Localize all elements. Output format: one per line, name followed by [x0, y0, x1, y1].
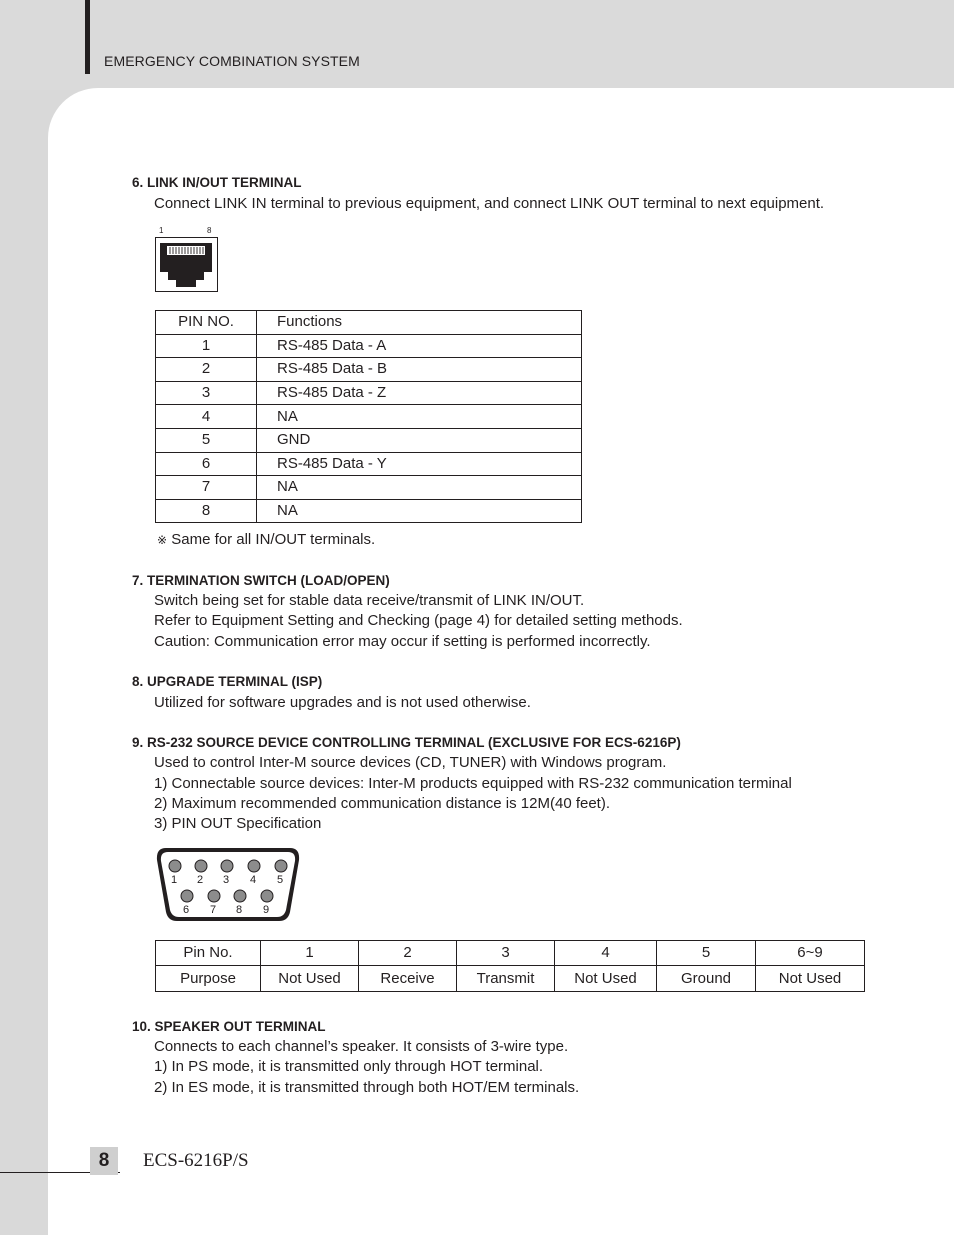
table-cell: 6~9: [797, 944, 823, 961]
table-row: [156, 941, 865, 966]
table-cell: 8: [156, 499, 257, 523]
section-9-line: 3) PIN OUT Specification: [154, 815, 322, 832]
table-cell: Not Used: [261, 966, 359, 992]
section-10-line: 2) In ES mode, it is transmitted through both HOT/EM terminals.: [154, 1079, 580, 1096]
db9-pin-label: 3: [223, 874, 230, 886]
table-header-cell: Functions: [277, 313, 343, 331]
table-row: [156, 476, 582, 500]
db9-pin-label: 6: [183, 904, 190, 916]
table-cell: 2: [156, 358, 257, 382]
table-row: [156, 966, 865, 992]
table-cell: 2: [359, 941, 457, 966]
section-9-line: Used to control Inter-M source devices (CD, TUNER) with Windows program.: [154, 754, 667, 771]
header-accent-bar: [85, 0, 90, 74]
table-row: [156, 405, 582, 429]
reference-mark-icon: ※: [157, 533, 168, 547]
db9-pin-label: 1: [171, 874, 178, 886]
table-header-row: [156, 311, 582, 335]
section-10-line: Connects to each channel’s speaker. It consists of 3-wire type.: [154, 1038, 569, 1055]
table-cell: Transmit: [457, 966, 555, 992]
table-cell: NA: [277, 407, 298, 425]
page-number: 8: [90, 1147, 118, 1175]
table-header-cell: Pin No.: [156, 941, 261, 966]
table-cell: Not Used: [778, 969, 842, 987]
table-cell: 4: [555, 941, 657, 966]
table-row: [156, 499, 582, 523]
table-header-cell: Purpose: [156, 966, 261, 992]
rj45-pin-last-label: 8: [207, 226, 212, 235]
table-cell: 5: [657, 941, 756, 966]
table-row: [156, 428, 582, 452]
table-row: [156, 358, 582, 382]
table-cell: RS-485 Data - B: [277, 360, 388, 378]
section-7-line: Caution: Communication error may occur if setting is performed incorrectly.: [154, 633, 651, 650]
table-row: [156, 334, 582, 358]
table-cell: GND: [277, 431, 311, 449]
table-cell: 3: [457, 941, 555, 966]
footer-model: ECS-6216P/S: [143, 1150, 249, 1171]
db9-pin-label: 4: [250, 874, 257, 886]
section-6-note-text: Same for all IN/OUT terminals.: [171, 531, 376, 548]
table-cell: NA: [277, 478, 298, 496]
db9-connector-icon: [154, 846, 302, 923]
db9-pin-label: 5: [277, 874, 284, 886]
db9-pin-label: 2: [197, 874, 204, 886]
table-cell: Receive: [359, 966, 457, 992]
header-title: EMERGENCY COMBINATION SYSTEM: [104, 53, 360, 69]
section-9-heading: 9. RS-232 SOURCE DEVICE CONTROLLING TERMINAL (EXCLUSIVE FOR ECS-6216P): [132, 735, 681, 750]
section-8-line: Utilized for software upgrades and is not used otherwise.: [154, 694, 531, 711]
table-cell: 6: [156, 452, 257, 476]
table-cell: 5: [156, 428, 257, 452]
table-cell: Ground: [657, 966, 756, 992]
header-band: [0, 0, 954, 90]
section-9-line: 1) Connectable source devices: Inter-M products equipped with RS-232 communication terminal: [154, 775, 792, 792]
table-cell: RS-485 Data - Z: [277, 384, 387, 402]
rj45-pin-first-label: 1: [159, 226, 164, 235]
table-row: [156, 452, 582, 476]
section-7-line: Refer to Equipment Setting and Checking (page 4) for detailed setting methods.: [154, 612, 683, 629]
section-6-heading: 6. LINK IN/OUT TERMINAL: [132, 175, 302, 190]
db9-pin-label: 8: [236, 904, 243, 916]
table-cell: RS-485 Data - Y: [277, 454, 387, 472]
section-9-line: 2) Maximum recommended communication distance is 12M(40 feet).: [154, 795, 611, 812]
db9-pin-label: 7: [210, 904, 217, 916]
section-10-heading: 10. SPEAKER OUT TERMINAL: [132, 1019, 326, 1034]
table-cell: 1: [156, 334, 257, 358]
table-cell: RS-485 Data - A: [277, 336, 387, 354]
section-7-line: Switch being set for stable data receive/transmit of LINK IN/OUT.: [154, 592, 585, 609]
table-cell: NA: [277, 502, 298, 520]
table-cell: 3: [156, 381, 257, 405]
rj45-connector-icon: [155, 237, 218, 292]
db9-pin-label: 9: [263, 904, 270, 916]
section-7-heading: 7. TERMINATION SWITCH (LOAD/OPEN): [132, 573, 390, 588]
section-8-heading: 8. UPGRADE TERMINAL (ISP): [132, 674, 323, 689]
table-cell: 7: [156, 476, 257, 500]
table-row: [156, 381, 582, 405]
table-cell: 4: [156, 405, 257, 429]
table-cell: 1: [261, 941, 359, 966]
rs232-pin-table: [155, 940, 865, 992]
link-pin-table: [155, 310, 582, 523]
section-6-description: Connect LINK IN terminal to previous equipment, and connect LINK OUT terminal to next equipment.: [154, 195, 825, 212]
section-10-line: 1) In PS mode, it is transmitted only through HOT terminal.: [154, 1058, 544, 1075]
section-6-note: [157, 531, 375, 548]
table-cell: Not Used: [555, 966, 657, 992]
table-header-cell: PIN NO.: [156, 311, 257, 335]
